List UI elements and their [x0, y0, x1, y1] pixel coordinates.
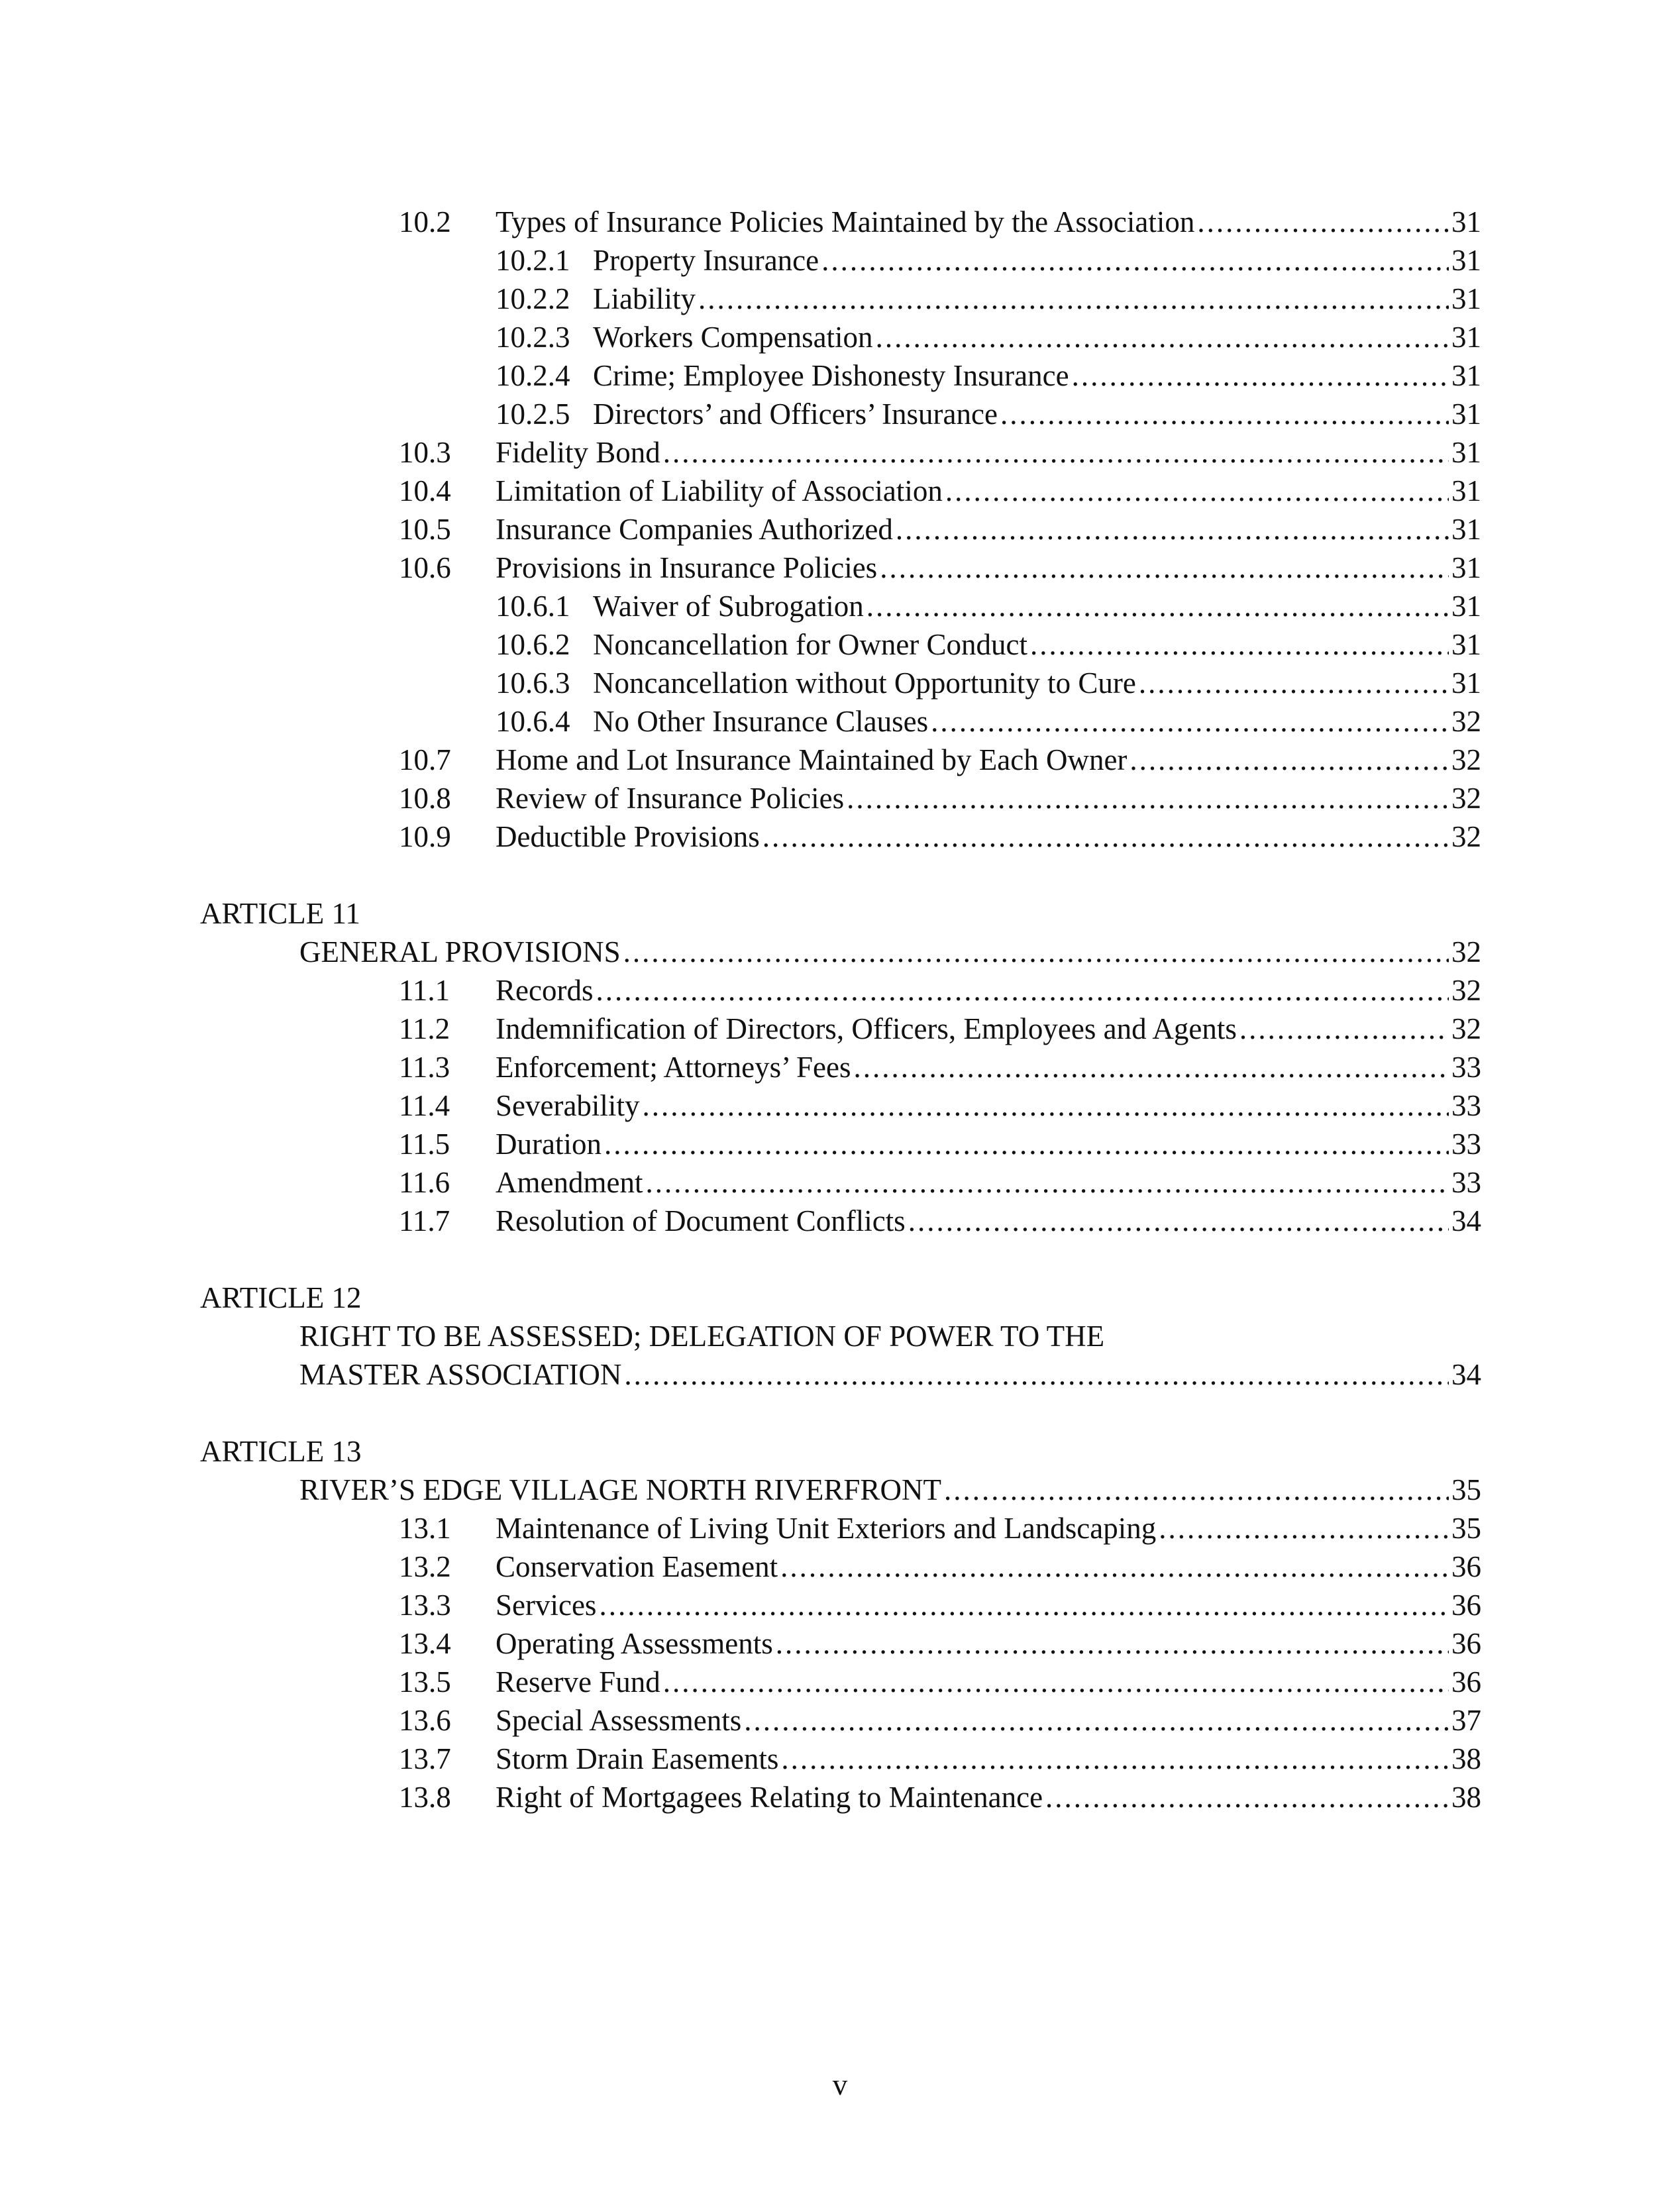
entry-number: 13.4 — [399, 1627, 451, 1660]
toc-entry-10-2-2 — [496, 280, 1481, 318]
dot-leader — [1239, 1010, 1449, 1048]
entry-title: Records — [496, 974, 594, 1007]
dot-leader — [880, 549, 1449, 587]
dot-leader — [663, 1663, 1449, 1701]
toc-entry-11-7 — [399, 1202, 1481, 1240]
entry-number: 11.7 — [399, 1204, 450, 1237]
dot-leader — [854, 1048, 1449, 1086]
dot-leader — [781, 1740, 1449, 1778]
dot-leader — [762, 817, 1449, 856]
entry-number: 10.9 — [399, 820, 451, 853]
article-13-title-entry — [299, 1471, 1481, 1509]
dot-leader — [642, 1086, 1449, 1125]
toc-entry-13-5 — [399, 1663, 1481, 1701]
article-11-label: ARTICLE 11 — [200, 897, 360, 930]
entry-title: Insurance Companies Authorized — [496, 513, 893, 546]
toc-entry-10-8 — [399, 779, 1481, 817]
article-13-label: ARTICLE 13 — [200, 1435, 362, 1468]
article-title: GENERAL PROVISIONS — [299, 935, 621, 968]
toc-entry-13-1 — [399, 1509, 1481, 1547]
entry-page: 36 — [1451, 1550, 1481, 1583]
entry-page: 31 — [1451, 551, 1481, 584]
entry-page: 36 — [1451, 1589, 1481, 1622]
entry-number: 10.6 — [399, 551, 451, 584]
entry-title: Waiver of Subrogation — [593, 590, 864, 623]
entry-number: 10.6.4 — [496, 705, 570, 738]
dot-leader — [596, 971, 1449, 1010]
dot-leader — [663, 433, 1449, 472]
entry-page: 31 — [1451, 321, 1481, 354]
dot-leader — [944, 1471, 1449, 1509]
toc-entry-10-4 — [399, 472, 1481, 510]
toc-entry-13-2 — [399, 1547, 1481, 1586]
entry-title: Resolution of Document Conflicts — [496, 1204, 906, 1237]
article-12-title-entry — [299, 1355, 1481, 1394]
toc-entry-11-1 — [399, 971, 1481, 1010]
entry-title: Fidelity Bond — [496, 436, 660, 469]
entry-title: Limitation of Liability of Association — [496, 474, 943, 507]
entry-page: 31 — [1451, 359, 1481, 392]
entry-page: 32 — [1451, 974, 1481, 1007]
entry-title: Review of Insurance Policies — [496, 782, 845, 815]
entry-page: 31 — [1451, 474, 1481, 507]
toc-entry-10-2-4 — [496, 356, 1481, 395]
entry-page: 38 — [1451, 1742, 1481, 1775]
entry-title: Right of Mortgagees Relating to Maintenance — [496, 1781, 1043, 1814]
entry-page: 31 — [1451, 628, 1481, 661]
entry-page: 33 — [1451, 1051, 1481, 1084]
entry-title: Duration — [496, 1127, 602, 1161]
entry-number: 10.2.1 — [496, 244, 570, 277]
entry-number: 13.5 — [399, 1665, 451, 1699]
entry-number: 13.8 — [399, 1781, 451, 1814]
dot-leader — [744, 1701, 1449, 1740]
toc-entry-13-8 — [399, 1778, 1481, 1816]
dot-leader — [1030, 625, 1449, 664]
entry-title: Enforcement; Attorneys’ Fees — [496, 1051, 851, 1084]
dot-leader — [1000, 395, 1449, 433]
toc-entry-11-5 — [399, 1125, 1481, 1163]
toc-entry-10-2-1 — [496, 241, 1481, 280]
article-12-label: ARTICLE 12 — [200, 1281, 362, 1314]
toc-entry-10-6-3 — [496, 664, 1481, 702]
entry-title: Conservation Easement — [496, 1550, 778, 1583]
toc-entry-13-4 — [399, 1624, 1481, 1663]
entry-number: 11.4 — [399, 1089, 450, 1122]
toc-entry-13-7 — [399, 1740, 1481, 1778]
article-11-title-entry — [299, 933, 1481, 971]
page-number: v — [832, 2068, 848, 2101]
entry-number: 13.6 — [399, 1704, 451, 1737]
toc-entry-11-6 — [399, 1163, 1481, 1202]
entry-number: 11.2 — [399, 1012, 450, 1045]
dot-leader — [821, 241, 1449, 280]
entry-number: 10.2.4 — [496, 359, 570, 392]
entry-page: 35 — [1451, 1512, 1481, 1545]
entry-page: 35 — [1451, 1473, 1481, 1506]
entry-page: 32 — [1451, 743, 1481, 776]
entry-page: 36 — [1451, 1627, 1481, 1660]
entry-number: 10.4 — [399, 474, 451, 507]
entry-number: 13.2 — [399, 1550, 451, 1583]
entry-number: 10.3 — [399, 436, 451, 469]
dot-leader — [599, 1586, 1449, 1624]
entry-title: Workers Compensation — [593, 321, 873, 354]
entry-page: 31 — [1451, 282, 1481, 315]
toc-entry-10-5 — [399, 510, 1481, 549]
toc-entry-13-3 — [399, 1586, 1481, 1624]
entry-number: 11.3 — [399, 1051, 450, 1084]
entry-page: 32 — [1451, 935, 1481, 968]
dot-leader — [604, 1125, 1449, 1163]
entry-title: Amendment — [496, 1166, 643, 1199]
entry-title: Directors’ and Officers’ Insurance — [593, 397, 998, 431]
toc-entry-11-4 — [399, 1086, 1481, 1125]
toc-entry-10-2-5 — [496, 395, 1481, 433]
toc-entry-10-3 — [399, 433, 1481, 472]
dot-leader — [1159, 1509, 1449, 1547]
article-title: RIVER’S EDGE VILLAGE NORTH RIVERFRONT — [299, 1473, 941, 1506]
toc-entry-10-2-3 — [496, 318, 1481, 356]
entry-page: 34 — [1451, 1204, 1481, 1237]
entry-title: Liability — [593, 282, 696, 315]
entry-title: Storm Drain Easements — [496, 1742, 779, 1775]
dot-leader — [1045, 1778, 1449, 1816]
dot-leader — [1197, 203, 1449, 241]
entry-page: 37 — [1451, 1704, 1481, 1737]
entry-title: Maintenance of Living Unit Exteriors and Landscaping — [496, 1512, 1157, 1545]
dot-leader — [776, 1624, 1449, 1663]
entry-page: 32 — [1451, 820, 1481, 853]
article-12-title-line1: RIGHT TO BE ASSESSED; DELEGATION OF POWER TO THE — [299, 1320, 1105, 1353]
entry-page: 31 — [1451, 666, 1481, 700]
entry-number: 10.2.2 — [496, 282, 570, 315]
dot-leader — [931, 702, 1449, 741]
dot-leader — [645, 1163, 1449, 1202]
entry-number: 10.7 — [399, 743, 451, 776]
dot-leader — [1129, 741, 1449, 779]
entry-number: 10.2 — [399, 205, 451, 238]
entry-page: 33 — [1451, 1127, 1481, 1161]
entry-page: 31 — [1451, 397, 1481, 431]
article-title: MASTER ASSOCIATION — [299, 1358, 622, 1391]
toc-entry-10-7 — [399, 741, 1481, 779]
entry-title: Noncancellation for Owner Conduct — [593, 628, 1028, 661]
entry-number: 13.7 — [399, 1742, 451, 1775]
entry-number: 10.2.3 — [496, 321, 570, 354]
dot-leader — [698, 280, 1449, 318]
entry-number: 13.1 — [399, 1512, 451, 1545]
entry-title: Crime; Employee Dishonesty Insurance — [593, 359, 1069, 392]
entry-page: 33 — [1451, 1089, 1481, 1122]
dot-leader — [908, 1202, 1449, 1240]
toc-entry-10-6 — [399, 549, 1481, 587]
dot-leader — [866, 587, 1449, 625]
entry-number: 10.2.5 — [496, 397, 570, 431]
entry-title: Home and Lot Insurance Maintained by Each Owner — [496, 743, 1128, 776]
entry-page: 31 — [1451, 244, 1481, 277]
toc-entry-10-6-1 — [496, 587, 1481, 625]
dot-leader — [896, 510, 1449, 549]
entry-page: 36 — [1451, 1665, 1481, 1699]
toc-entry-10-9 — [399, 817, 1481, 856]
toc-entry-11-3 — [399, 1048, 1481, 1086]
entry-number: 10.6.3 — [496, 666, 570, 700]
entry-number: 13.3 — [399, 1589, 451, 1622]
toc-entry-10-6-2 — [496, 625, 1481, 664]
dot-leader — [876, 318, 1449, 356]
entry-title: Indemnification of Directors, Officers, Employees and Agents — [496, 1012, 1237, 1045]
entry-number: 10.6.2 — [496, 628, 570, 661]
entry-page: 38 — [1451, 1781, 1481, 1814]
entry-page: 31 — [1451, 436, 1481, 469]
toc-entry-11-2 — [399, 1010, 1481, 1048]
entry-title: Deductible Provisions — [496, 820, 760, 853]
toc-entry-13-6 — [399, 1701, 1481, 1740]
dot-leader — [623, 933, 1449, 971]
entry-number: 11.6 — [399, 1166, 450, 1199]
entry-number: 10.8 — [399, 782, 451, 815]
entry-page: 31 — [1451, 205, 1481, 238]
entry-page: 32 — [1451, 1012, 1481, 1045]
entry-page: 32 — [1451, 782, 1481, 815]
entry-page: 34 — [1451, 1358, 1481, 1391]
toc-entry-10-2 — [399, 203, 1481, 241]
entry-page: 32 — [1451, 705, 1481, 738]
dot-leader — [780, 1547, 1449, 1586]
entry-title: Severability — [496, 1089, 640, 1122]
entry-title: Operating Assessments — [496, 1627, 773, 1660]
entry-title: Reserve Fund — [496, 1665, 660, 1699]
toc-entry-10-6-4 — [496, 702, 1481, 741]
entry-title: Types of Insurance Policies Maintained by the Association — [496, 205, 1195, 238]
dot-leader — [945, 472, 1449, 510]
entry-title: No Other Insurance Clauses — [593, 705, 929, 738]
entry-number: 11.1 — [399, 974, 450, 1007]
entry-page: 31 — [1451, 590, 1481, 623]
entry-number: 11.5 — [399, 1127, 450, 1161]
dot-leader — [1139, 664, 1449, 702]
entry-title: Provisions in Insurance Policies — [496, 551, 878, 584]
dot-leader — [624, 1355, 1449, 1394]
entry-number: 10.5 — [399, 513, 451, 546]
entry-title: Services — [496, 1589, 597, 1622]
dot-leader — [1072, 356, 1449, 395]
entry-title: Property Insurance — [593, 244, 819, 277]
entry-title: Special Assessments — [496, 1704, 742, 1737]
entry-page: 33 — [1451, 1166, 1481, 1199]
entry-title: Noncancellation without Opportunity to Cure — [593, 666, 1136, 700]
dot-leader — [847, 779, 1449, 817]
entry-number: 10.6.1 — [496, 590, 570, 623]
entry-page: 31 — [1451, 513, 1481, 546]
